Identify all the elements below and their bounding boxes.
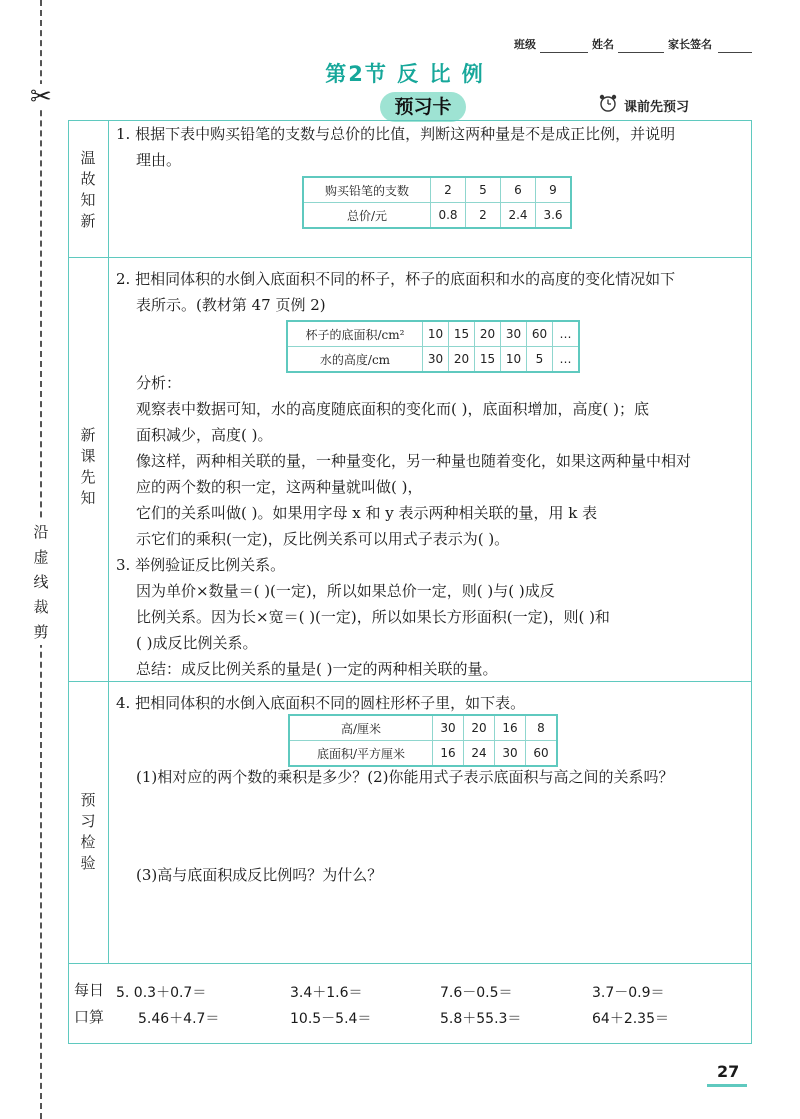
cut-char: 剪 [33,623,49,641]
q1-cell: 3.6 [536,203,572,229]
q4-cell: 8 [526,715,558,741]
calc-item: 64＋2.35＝ [592,1011,669,1027]
parent-sign-label: 家长签名 [668,38,712,51]
q2-row2-label: 水的高度/cm [287,347,423,373]
q3-line-0: 3. 举例验证反比例关系。 [116,556,286,574]
q1-cell: 9 [536,177,572,203]
q2-line1: 2. 把相同体积的水倒入底面积不同的杯子，杯子的底面积和水的高度的变化情况如下 [116,270,676,288]
q2-analysis-6: 示它们的乘积(一定)，反比例关系可以用式子表示为( )。 [136,530,510,548]
q4-cell: 30 [433,715,464,741]
q1-row2-label: 总价/元 [303,203,431,229]
q2-cell: 30 [501,321,527,347]
q1-cell: 2.4 [501,203,536,229]
section-title: 第2节 反 比 例 [325,62,485,86]
q2-cell: … [553,321,580,347]
q2-analysis-2: 面积减少，高度( )。 [136,426,273,444]
cut-char: 虚 [33,548,49,566]
page-number: 27 [717,1062,740,1081]
side-label-new: 新课先知 [80,426,96,507]
cut-label [30,520,52,645]
cut-char: 裁 [33,598,49,616]
q2-cell: 30 [423,347,449,373]
calc-item: 5.46＋4.7＝ [138,1011,220,1027]
q2-line2: 表所示。(教材第 47 页例 2) [136,296,326,314]
q2-analysis-1: 观察表中数据可知，水的高度随底面积的变化而( )，底面积增加，高度( )；底 [136,400,649,418]
q2-cell: 20 [449,347,475,373]
class-label: 班级 [514,38,536,51]
q1-table [302,176,572,229]
q2-cell: 5 [527,347,553,373]
q2-cell: 15 [449,321,475,347]
q1-cell: 6 [501,177,536,203]
q4-cell: 16 [495,715,526,741]
q3-line-2: 比例关系。因为长×宽＝( )(一定)，所以如果长方形面积(一定)，则( )和 [136,608,610,626]
q1-line2: 理由。 [136,151,182,169]
scissors-icon: ✂ [30,82,52,112]
q1-cell: 2 [466,203,501,229]
name-field[interactable] [618,52,664,53]
q4-answer-area-2[interactable] [136,890,736,956]
side-label-check: 预习检验 [80,791,96,872]
calc-item: 3.7－0.9＝ [592,985,665,1001]
q4-table [288,714,558,767]
q1-cell: 5 [466,177,501,203]
q2-table [286,320,580,373]
q4-cell: 60 [526,741,558,767]
preview-label: 课前先预习 [624,100,690,115]
card-title: 预习卡 [380,92,466,122]
alarm-clock-icon [598,93,618,113]
q4-cell: 30 [495,741,526,767]
calc-item: 3.4＋1.6＝ [290,985,363,1001]
q3-line-4: 总结：成反比例关系的量是( )一定的两种相关联的量。 [136,660,498,678]
q1-cell: 0.8 [431,203,466,229]
q2-analysis-5: 它们的关系叫做( )。如果用字母 x 和 y 表示两种相关联的量，用 k 表 [136,504,598,522]
q4-answer-area-1[interactable] [136,792,736,856]
page-number-bar [707,1084,747,1087]
q3-line-3: ( )成反比例关系。 [136,634,258,652]
q4-cell: 16 [433,741,464,767]
q3-line-1: 因为单价×数量＝( )(一定)，所以如果总价一定，则( )与( )成反 [136,582,555,600]
q2-analysis-0: 分析： [136,374,182,392]
q2-cell: 60 [527,321,553,347]
side-label-daily: 每日 口算 [73,981,104,1026]
q4-sub1: (1)相对应的两个数的乘积是多少？(2)你能用式子表示底面积与高之间的关系吗？ [136,768,674,786]
q4-cell: 24 [464,741,495,767]
class-field[interactable] [540,52,588,53]
q2-cell: … [553,347,580,373]
q1-line1: 1. 根据下表中购买铅笔的支数与总价的比值，判断这两种量是不是成正比例，并说明 [116,125,676,143]
q4-line1: 4. 把相同体积的水倒入底面积不同的圆柱形杯子里，如下表。 [116,694,526,712]
calc-item: 7.6－0.5＝ [440,985,513,1001]
name-label: 姓名 [592,38,614,51]
q2-cell: 10 [501,347,527,373]
q2-cell: 20 [475,321,501,347]
calc-item: 5.8＋55.3＝ [440,1011,522,1027]
calc-item: 5. 0.3＋0.7＝ [116,985,207,1001]
side-divider [108,120,109,963]
q4-row1-label: 高/厘米 [289,715,433,741]
q4-row2-label: 底面积/平方厘米 [289,741,433,767]
q2-row1-label: 杯子的底面积/cm² [287,321,423,347]
calc-item: 10.5－5.4＝ [290,1011,372,1027]
cut-char: 线 [33,573,49,591]
q4-cell: 20 [464,715,495,741]
q2-cell: 10 [423,321,449,347]
q2-analysis-4: 应的两个数的积一定，这两种量就叫做( )， [136,478,423,496]
q2-cell: 15 [475,347,501,373]
q1-row1-label: 购买铅笔的支数 [303,177,431,203]
q1-cell: 2 [431,177,466,203]
parent-sign-field[interactable] [718,52,752,53]
q2-analysis-3: 像这样，两种相关联的量，一种量变化，另一种量也随着变化，如果这两种量中相对 [136,452,692,470]
q4-sub3: (3)高与底面积成反比例吗？为什么？ [136,866,383,884]
side-label-review: 温故知新 [80,149,96,230]
cut-char: 沿 [33,523,49,541]
